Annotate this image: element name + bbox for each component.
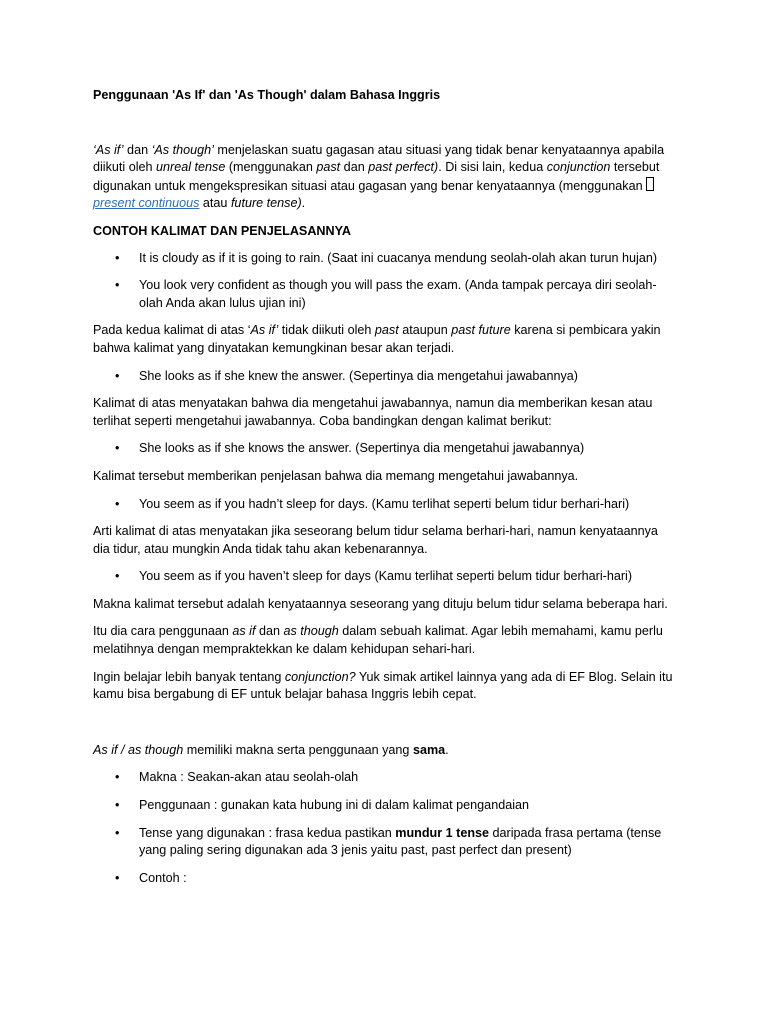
- list-item: [93, 568, 676, 586]
- text: karena si pembicara yakin bahwa kalimat yang dinyatakan kemungkinan besar akan terjadi.: [93, 323, 661, 355]
- text: Ingin belajar lebih banyak tentang: [93, 669, 285, 684]
- intro-text: dan: [340, 160, 369, 175]
- text-italic: past future: [451, 323, 511, 338]
- intro-past: past: [316, 160, 341, 175]
- text: tidak diikuti oleh: [278, 323, 375, 338]
- bullet: •: [115, 798, 120, 813]
- text: Itu dia cara penggunaan: [93, 624, 233, 639]
- section-heading: CONTOH KALIMAT DAN PENJELASANNYA: [93, 223, 351, 238]
- intro-future-tense: future tense): [230, 196, 302, 211]
- list-item-text: You look very confident as though you will pass the exam. (Anda tampak percaya diri seolah-olah Anda akan lulus ujian ini): [139, 278, 657, 310]
- list-item-text: It is cloudy as if it is going to rain. (Saat ini cuacanya mendung seolah-olah akan turun hujan): [139, 250, 658, 265]
- intro-text: .: [301, 196, 306, 211]
- document-title: Penggunaan 'As If' dan 'As Though' dalam Bahasa Inggris: [93, 88, 441, 102]
- text-italic: past: [374, 323, 399, 338]
- summary-list: [93, 769, 676, 887]
- bullet: •: [115, 569, 120, 584]
- intro-as-though: ‘As though’: [151, 142, 214, 157]
- bullet: •: [115, 250, 120, 265]
- text: Yuk simak artikel lainnya yang ada di EF Blog. Selain itu kamu bisa bergabung di EF untuk belajar bahasa Inggris lebih cepat.: [93, 669, 673, 702]
- paragraph-5: Makna kalimat tersebut adalah kenyataannya seseorang yang dituju belum tidur selama beberapa hari.: [93, 596, 668, 611]
- text-bold: sama: [412, 742, 446, 757]
- list-item: [93, 825, 676, 860]
- example-list-3: [93, 440, 676, 458]
- list-item-text: She looks as if she knew the answer. (Sepertinya dia mengetahui jawabannya): [139, 368, 578, 383]
- text: .: [445, 742, 449, 757]
- intro-past-perfect: past perfect): [368, 160, 439, 175]
- example-list-5: [93, 568, 676, 586]
- bullet: •: [115, 278, 120, 293]
- text: memiliki makna serta penggunaan yang: [183, 742, 413, 757]
- intro-text: . Di sisi lain, kedua: [438, 160, 547, 175]
- spacer: [93, 714, 676, 742]
- paragraph-2: Kalimat di atas menyatakan bahwa dia mengetahui jawabannya, namun dia memberikan kesan atau terlihat seperti mengetahui jawabannya. Coba bandingkan dengan kalimat berikut:: [93, 396, 653, 428]
- paragraph-1: [93, 322, 676, 357]
- intro-text: menjelaskan suatu gagasan atau situasi yang tidak benar kenyataannya apabila diikuti oleh: [93, 142, 665, 175]
- intro-text: dan: [123, 142, 152, 157]
- present-continuous-link[interactable]: present continuous: [93, 196, 200, 211]
- paragraph-7: [93, 669, 676, 704]
- paragraph-6: [93, 623, 676, 658]
- text-italic: conjunction?: [284, 669, 356, 684]
- list-item-text: Contoh :: [139, 870, 187, 885]
- text-italic: As if / as though: [93, 742, 184, 757]
- intro-text: tersebut digunakan untuk mengekspresikan situasi atau gagasan yang benar kenyataannya (menggunakan: [93, 160, 660, 193]
- bullet: •: [115, 368, 120, 383]
- list-item-text: She looks as if she knows the answer. (Sepertinya dia mengetahui jawabannya): [139, 441, 585, 456]
- list-item-text: You seem as if you haven’t sleep for days (Kamu terlihat seperti belum tidur berhari-hari): [139, 569, 633, 584]
- text: Pada kedua kalimat di atas ‘: [93, 323, 251, 338]
- bullet: •: [115, 825, 120, 840]
- list-item-text: daripada frasa pertama (tense yang paling sering digunakan ada 3 jenis yaitu past, past perfect dan present): [139, 825, 662, 858]
- example-list-4: [93, 496, 676, 514]
- list-item-text: Tense yang digunakan : frasa kedua pastikan: [139, 825, 396, 840]
- list-item: [93, 250, 676, 268]
- intro-text: (menggunakan: [225, 160, 317, 175]
- list-item: [93, 277, 676, 312]
- intro-text: atau: [199, 196, 231, 211]
- bullet: •: [115, 870, 120, 885]
- text: dan: [255, 624, 284, 639]
- intro-unreal-tense: unreal tense: [156, 160, 226, 175]
- paragraph-8: [93, 742, 676, 760]
- text: ataupun: [398, 323, 452, 338]
- intro-as-if: ‘As if’: [93, 142, 124, 157]
- list-item: [93, 870, 676, 888]
- list-item: [93, 769, 676, 787]
- bullet: •: [115, 770, 120, 785]
- intro-conjunction: conjunction: [546, 160, 611, 175]
- bullet: •: [115, 441, 120, 456]
- example-list-2: [93, 368, 676, 386]
- list-item: [93, 797, 676, 815]
- link-icon: [646, 177, 654, 191]
- text: dalam sebuah kalimat. Agar lebih memahami, kamu perlu melatihnya dengan mempraktekkan ke dalam kehidupan sehari-hari.: [93, 624, 663, 657]
- intro-paragraph: [93, 142, 676, 213]
- list-item-text: Penggunaan : gunakan kata hubung ini di dalam kalimat pengandaian: [139, 798, 530, 813]
- list-item-text-bold: mundur 1 tense: [395, 825, 490, 840]
- example-list-1: [93, 250, 676, 313]
- paragraph-4: Arti kalimat di atas menyatakan jika seseorang belum tidur selama berhari-hari, namun kenyataannya dia tidur, atau mungkin Anda tidak tahu akan kebenarannya.: [93, 524, 658, 556]
- list-item: [93, 440, 676, 458]
- text-italic: as though: [283, 624, 339, 639]
- list-item: [93, 368, 676, 386]
- list-item-text: You seem as if you hadn’t sleep for days. (Kamu terlihat seperti belum tidur berhari-hari): [139, 496, 630, 511]
- bullet: •: [115, 496, 120, 511]
- paragraph-3: Kalimat tersebut memberikan penjelasan bahwa dia memang mengetahui jawabannya.: [93, 468, 579, 483]
- text-italic: As if’: [250, 323, 279, 338]
- list-item: [93, 496, 676, 514]
- text-italic: as if: [232, 624, 256, 639]
- list-item-text: Makna : Seakan-akan atau seolah-olah: [139, 770, 359, 785]
